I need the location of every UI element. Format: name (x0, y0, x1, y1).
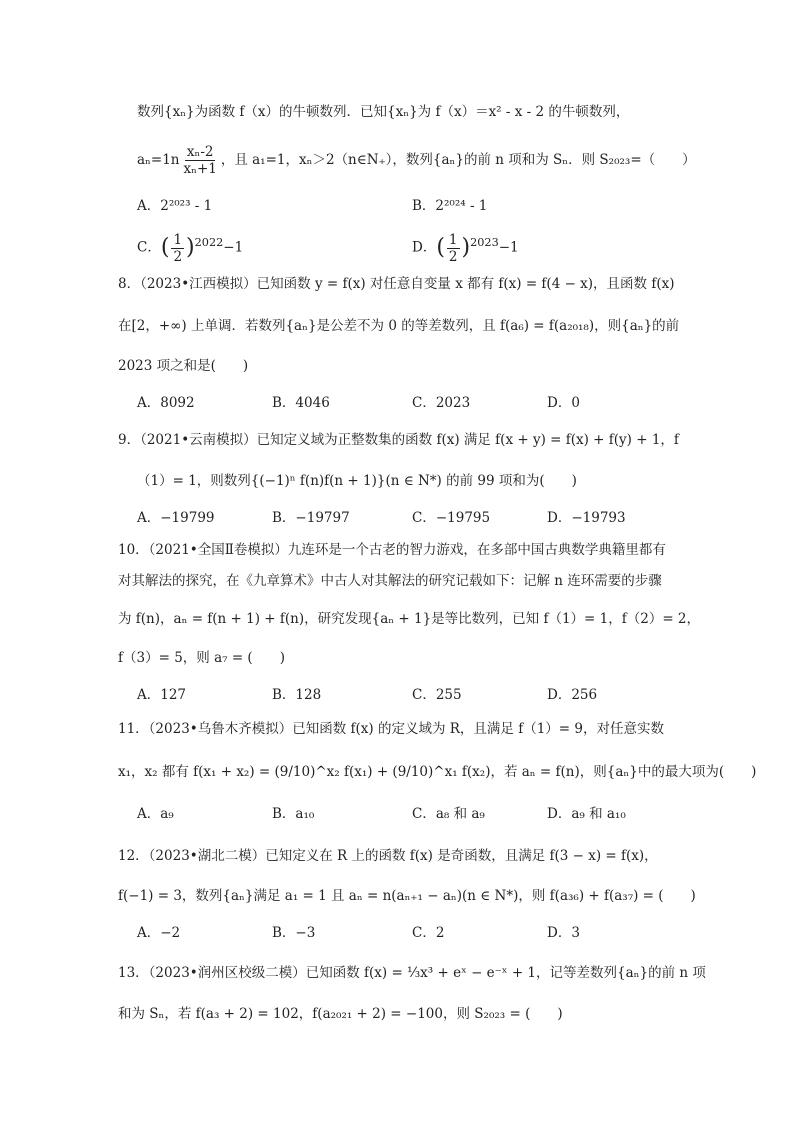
q9-line-1: 9．（2021•云南模拟）已知定义域为正整数集的函数 f(x) 满足 f(x + y) = f(x) + f(y) + 1，f (118, 432, 679, 448)
q7-option-c-minus-one: −1 (223, 239, 244, 256)
q8-option-a: A．8092 (137, 395, 195, 411)
q13-line-2: 和为 Sₙ，若 f(a₃ + 2) = 102，f(a₂₀₂₁ + 2) = −100，则 S₂₀₂₃ = ( ) (118, 1006, 563, 1022)
q7-option-c-label: C． (137, 239, 161, 256)
q7-option-d-half-num: 1 (448, 231, 458, 248)
q11-option-c: C．a₈ 和 a₉ (412, 806, 485, 822)
q7-option-a: A．2²⁰²³ - 1 (137, 198, 213, 214)
q8-line-1: 8．（2023•江西模拟）已知函数 y = f(x) 对任意自变量 x 都有 f(x) = f(4 − x)，且函数 f(x) (118, 276, 675, 292)
q8-option-c: C．2023 (412, 395, 471, 411)
q9-line-2: （1）= 1，则数列{(−1)ⁿ f(n)f(n + 1)}(n ∈ N*) 的前 99 项和为( ) (137, 473, 577, 489)
q8-option-b: B．4046 (272, 395, 330, 411)
q10-option-a: A．127 (137, 687, 187, 703)
q11-option-b: B．a₁₀ (272, 806, 315, 822)
q11-option-a: A．a₉ (137, 806, 174, 822)
q7-option-d-paren-close: ) (461, 235, 471, 260)
q7-line-2 (137, 142, 696, 178)
q9-option-b: B．−19797 (272, 510, 350, 526)
q12-line-1: 12．（2023•湖北二模）已知定义在 R 上的函数 f(x) 是奇函数，且满足 f(3 − x) = f(x)， (118, 848, 658, 864)
q12-option-d: D．3 (547, 925, 580, 941)
q9-option-d: D．−19793 (547, 510, 626, 526)
q9-option-c: C．−19795 (412, 510, 491, 526)
q11-option-d: D．a₉ 和 a₁₀ (547, 806, 626, 822)
q7-fraction (181, 144, 218, 177)
q10-line-2: 对其解法的探究，在《九章算术》中古人对其解法的研究记载如下：记解 n 连环需要的步骤 (118, 573, 662, 589)
q7-option-c-paren-close: ) (186, 235, 195, 260)
q7-line-1: 数列{xₙ}为函数 f（x）的牛顿数列．已知{xₙ}为 f（x）＝x² - x - 2 的牛顿数列， (137, 104, 630, 120)
q8-option-d: D．0 (547, 395, 580, 411)
q7-option-d-exp: 2023 (470, 236, 499, 249)
q7-option-d-half (447, 232, 460, 265)
q8-line-2: 在[2，+∞) 上单调．若数列{aₙ}是公差不为 0 的等差数列，且 f(a₆) = f(a₂₀₁₈)，则{aₙ}的前 (118, 318, 680, 334)
q11-line-2: x₁，x₂ 都有 f(x₁ + x₂) = (9/10)^x₂ f(x₁) + (9/10)^x₁ f(x₂)，若 aₙ = f(n)，则{aₙ}中的最大项为( ) (118, 764, 757, 780)
q7-option-d (412, 228, 519, 265)
q10-option-c: C．255 (412, 687, 462, 703)
q10-option-b: B．128 (272, 687, 322, 703)
q7-frac-num: xₙ-2 (186, 144, 214, 160)
q7-option-c-half-den: 2 (173, 248, 183, 265)
q7-option-b: B．2²⁰²⁴ - 1 (412, 198, 488, 214)
q13-line-1: 13．（2023•润州区校级二模）已知函数 f(x) = ⅓x³ + eˣ − e⁻ˣ + 1，记等差数列{aₙ}的前 n 项 (118, 965, 706, 981)
q12-option-b: B．−3 (272, 925, 316, 941)
q11-line-1: 11．（2023•乌鲁木齐模拟）已知函数 f(x) 的定义域为 R，且满足 f（1）= 9，对任意实数 (118, 721, 664, 737)
q7-an-prefix: aₙ=1n (137, 152, 180, 168)
q10-line-4: f（3）= 5，则 a₇ = ( ) (118, 650, 285, 666)
q7-option-c-exp: 2022 (194, 236, 224, 249)
q7-option-d-label: D． (412, 239, 437, 256)
q7-option-c (137, 228, 243, 265)
q8-line-3: 2023 项之和是( ) (118, 358, 249, 374)
q12-option-a: A．−2 (137, 925, 181, 941)
q7-option-d-half-den: 2 (448, 248, 458, 265)
q7-line-2-rest: ，且 a₁=1，xₙ＞2（n∈N₊），数列{aₙ}的前 n 项和为 Sₙ．则 S₂₀₂₃=（ ） (220, 152, 696, 168)
q12-line-2: f(−1) = 3，数列{aₙ}满足 a₁ = 1 且 aₙ = n(aₙ₊₁ − aₙ)(n ∈ N*)，则 f(a₃₆) + f(a₃₇) = ( ) (118, 888, 696, 904)
q7-frac-den: xₙ+1 (183, 161, 217, 177)
q7-option-c-paren-open: ( (160, 235, 170, 260)
q7-option-c-half (171, 232, 184, 265)
q12-option-c: C．2 (412, 925, 445, 941)
q9-option-a: A．−19799 (137, 510, 215, 526)
q10-option-d: D．256 (547, 687, 598, 703)
q10-line-1: 10．（2021•全国Ⅱ卷模拟）九连环是一个古老的智力游戏，在多部中国古典数学典籍里都有 (118, 542, 666, 558)
q7-option-d-paren-open: ( (436, 235, 445, 260)
q10-line-3: 为 f(n)，aₙ = f(n + 1) + f(n)，研究发现{aₙ + 1}是等比数列，已知 f（1）= 1，f（2）= 2， (118, 611, 701, 627)
q7-option-d-minus-one: −1 (498, 239, 519, 256)
q7-option-c-half-num: 1 (173, 231, 183, 248)
